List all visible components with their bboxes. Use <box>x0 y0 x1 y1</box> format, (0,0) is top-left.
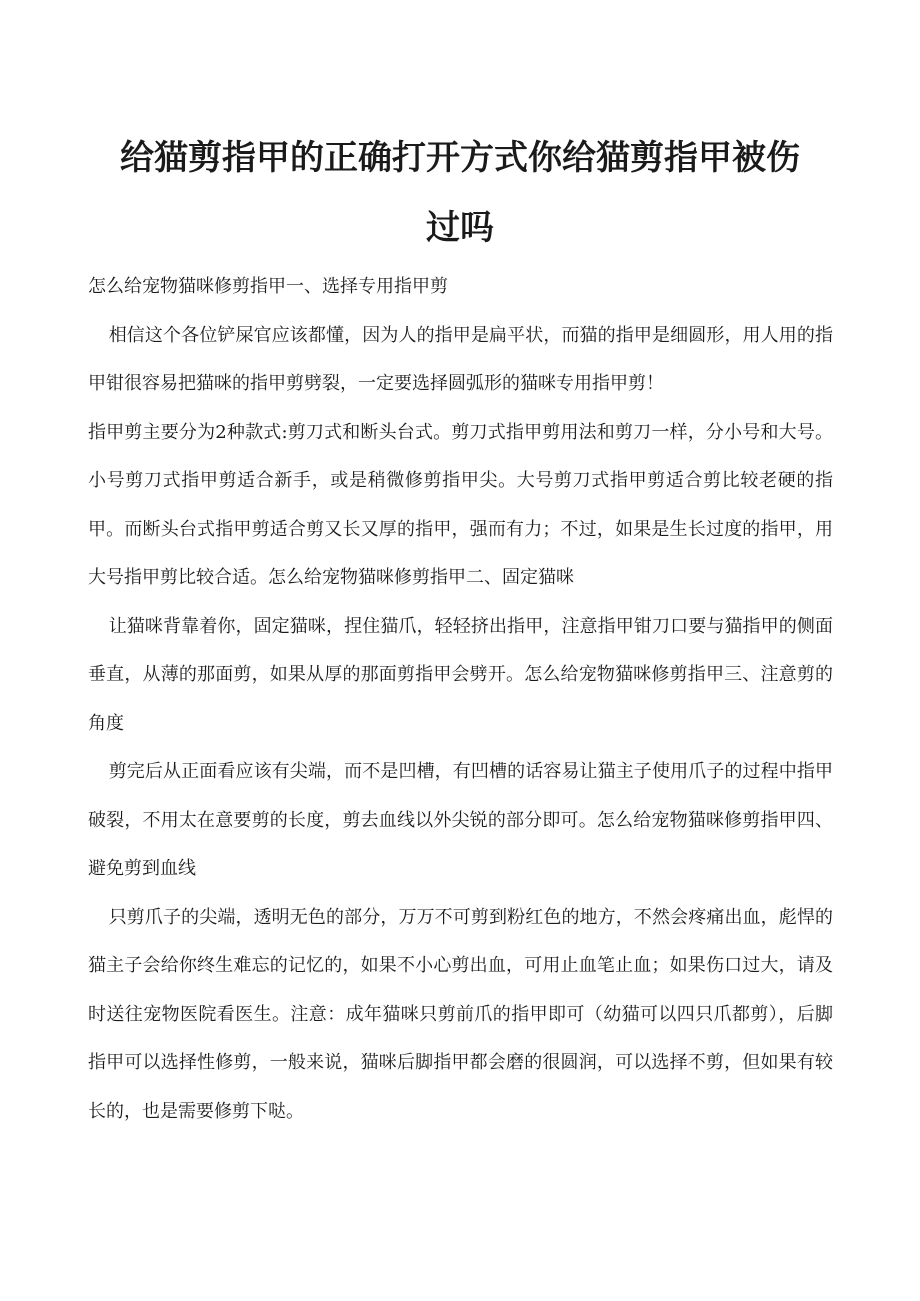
document-title-line-1: 给猫剪指甲的正确打开方式你给猫剪指甲被伤 <box>120 138 800 178</box>
section-heading-1: 怎么给宠物猫咪修剪指甲一、选择专用指甲剪 <box>88 276 448 297</box>
paragraph-5: 只剪爪子的尖端，透明无色的部分，万万不可剪到粉红色的地方，不然会疼痛出血，彪悍的猫主子会给你终生难忘的记忆的，如果不小心剪出血，可用止血笔止血；如果伤口过大，请及时送往宠物医院看医生。注意：成年猫咪只剪前爪的指甲即可（幼猫可以四只爪都剪），后脚指甲可以选择性修剪，一般来说，猫咪后脚指甲都会磨的很圆润，可以选择不剪，但如果有较长的，也是需要修剪下哒。 <box>88 906 833 1122</box>
document-title-line-2: 过吗 <box>426 208 494 248</box>
paragraph-1: 相信这个各位铲屎官应该都懂，因为人的指甲是扁平状，而猫的指甲是细圆形，用人用的指甲钳很容易把猫咪的指甲剪劈裂，一定要选择圆弧形的猫咪专用指甲剪！ <box>88 324 833 394</box>
paragraph-4: 剪完后从正面看应该有尖端，而不是凹槽，有凹槽的话容易让猫主子使用爪子的过程中指甲破裂，不用太在意要剪的长度，剪去血线以外尖锐的部分即可。怎么给宠物猫咪修剪指甲四、避免剪到血线 <box>88 761 833 879</box>
paragraph-3: 让猫咪背靠着你，固定猫咪，捏住猫爪，轻轻挤出指甲，注意指甲钳刀口要与猫指甲的侧面垂直，从薄的那面剪，如果从厚的那面剪指甲会劈开。怎么给宠物猫咪修剪指甲三、注意剪的角度 <box>88 615 833 734</box>
paragraph-2: 指甲剪主要分为2种款式:剪刀式和断头台式。剪刀式指甲剪用法和剪刀一样，分小号和大号。小号剪刀式指甲剪适合新手，或是稍微修剪指甲尖。大号剪刀式指甲剪适合剪比较老硬的指甲。而断头台式指甲剪适合剪又长又厚的指甲，强而有力；不过，如果是生长过度的指甲，用大号指甲剪比较合适。怎么给宠物猫咪修剪指甲二、固定猫咪 <box>88 421 833 588</box>
document-body <box>88 263 833 1136</box>
